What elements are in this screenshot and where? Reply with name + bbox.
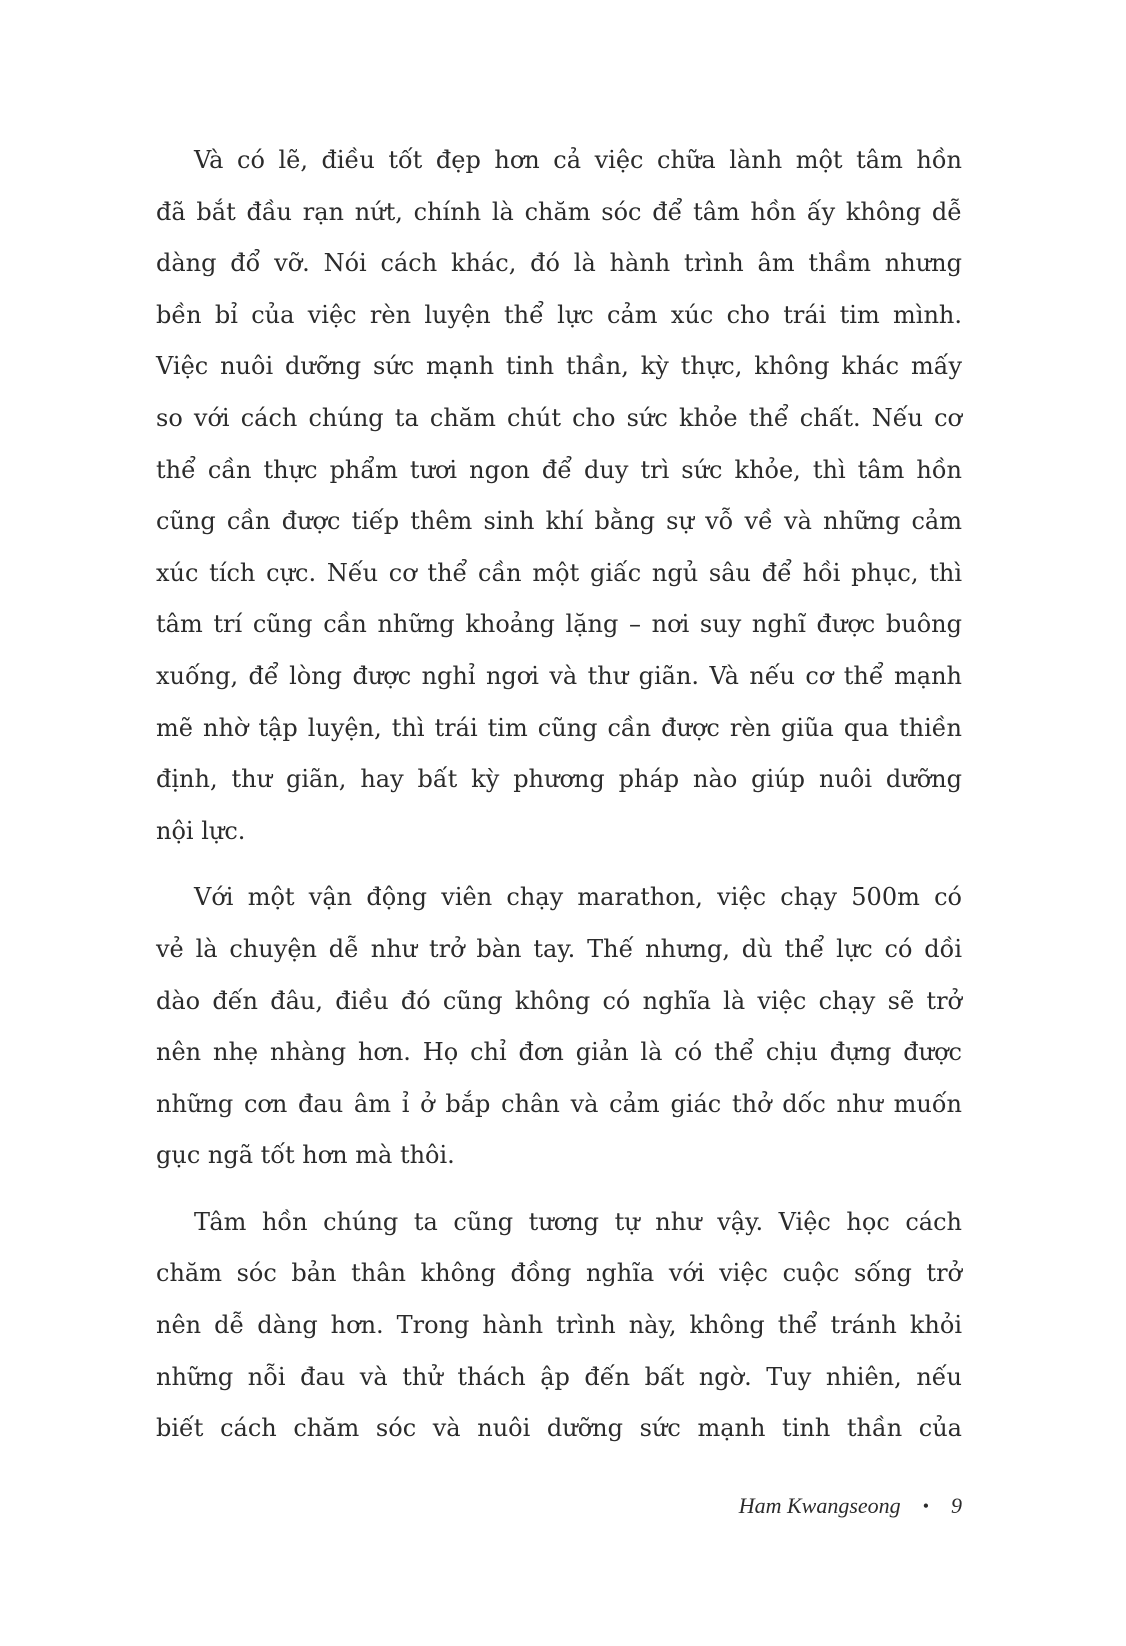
text-line: xuống, để lòng được nghỉ ngơi và thư giãn. Và nếu cơ thể mạnh: [156, 661, 962, 690]
text-line: Với một vận động viên chạy marathon, việc chạy 500m có: [194, 883, 962, 912]
text-line: cũng cần được tiếp thêm sinh khí bằng sự vỗ về và những cảm: [156, 507, 962, 536]
text-line: Tâm hồn chúng ta cũng tương tự như vậy. Việc học cách: [194, 1207, 962, 1236]
text-line: chăm sóc bản thân không đồng nghĩa với việc cuộc sống trở: [156, 1259, 962, 1288]
text-line: đã bắt đầu rạn nứt, chính là chăm sóc để tâm hồn ấy không dễ: [156, 197, 962, 226]
text-line: xúc tích cực. Nếu cơ thể cần một giấc ngủ sâu để hồi phục, thì: [156, 558, 962, 587]
paragraph: [156, 872, 962, 1182]
body-text: [156, 135, 962, 1470]
paragraph: [156, 1197, 962, 1455]
text-line: những cơn đau âm ỉ ở bắp chân và cảm giác thở dốc như muốn: [156, 1089, 962, 1118]
page-footer: [739, 1493, 962, 1519]
footer-separator: •: [922, 1495, 929, 1516]
text-line: dàng đổ vỡ. Nói cách khác, đó là hành trình âm thầm nhưng: [156, 249, 962, 278]
text-line: so với cách chúng ta chăm chút cho sức khỏe thể chất. Nếu cơ: [156, 403, 962, 432]
paragraph: [156, 135, 962, 857]
text-line: thể cần thực phẩm tươi ngon để duy trì sức khỏe, thì tâm hồn: [156, 455, 962, 484]
text-line: tâm trí cũng cần những khoảng lặng – nơi suy nghĩ được buông: [156, 610, 962, 639]
text-line: nên dễ dàng hơn. Trong hành trình này, không thể tránh khỏi: [156, 1311, 962, 1340]
text-line: Và có lẽ, điều tốt đẹp hơn cả việc chữa lành một tâm hồn: [194, 146, 962, 174]
text-line: định, thư giãn, hay bất kỳ phương pháp nào giúp nuôi dưỡng: [156, 765, 962, 794]
text-line: những nỗi đau và thử thách ập đến bất ngờ. Tuy nhiên, nếu: [156, 1362, 962, 1391]
text-line: bền bỉ của việc rèn luyện thể lực cảm xúc cho trái tim mình.: [156, 300, 962, 329]
text-line: vẻ là chuyện dễ như trở bàn tay. Thế nhưng, dù thể lực có dồi: [156, 934, 962, 963]
text-line: Việc nuôi dưỡng sức mạnh tinh thần, kỳ thực, không khác mấy: [156, 352, 962, 381]
text-line: nội lực.: [156, 816, 246, 845]
page-number: 9: [951, 1493, 962, 1518]
text-line: gục ngã tốt hơn mà thôi.: [156, 1141, 455, 1170]
text-line: biết cách chăm sóc và nuôi dưỡng sức mạnh tinh thần của: [156, 1414, 962, 1443]
text-line: dào đến đâu, điều đó cũng không có nghĩa là việc chạy sẽ trở: [156, 986, 962, 1015]
running-author: Ham Kwangseong: [738, 1493, 901, 1518]
text-line: mẽ nhờ tập luyện, thì trái tim cũng cần được rèn giũa qua thiền: [156, 713, 962, 742]
text-line: nên nhẹ nhàng hơn. Họ chỉ đơn giản là có thể chịu đựng được: [156, 1038, 962, 1067]
